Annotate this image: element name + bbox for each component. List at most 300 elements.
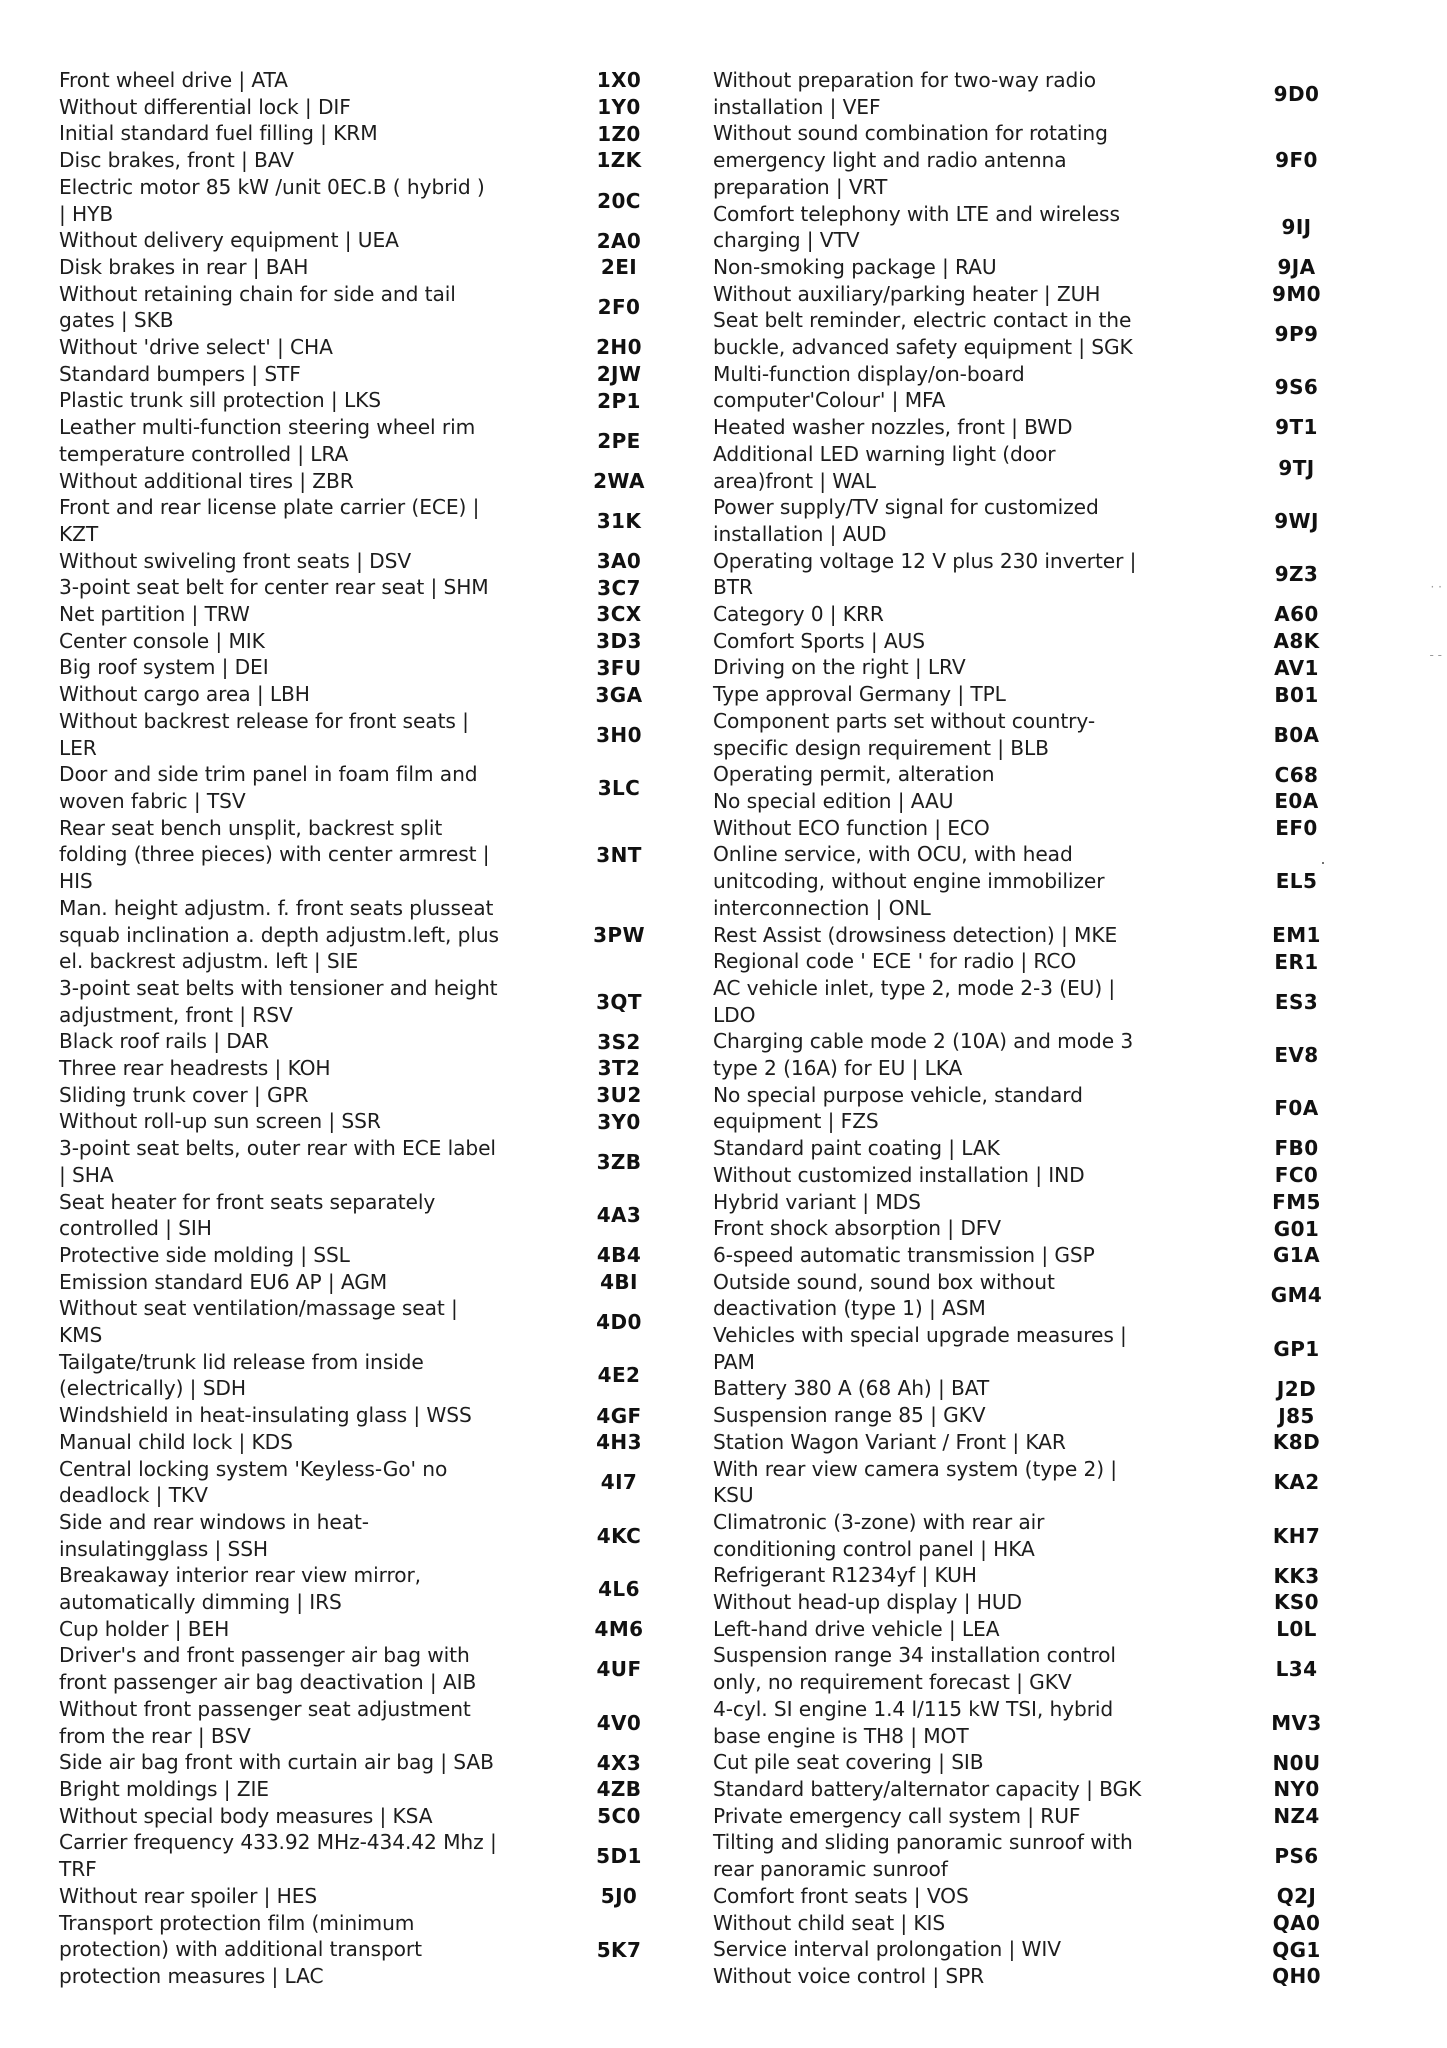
option-code: 9S6 [1274, 375, 1319, 400]
option-description: Driving on the right | LRV [713, 655, 966, 680]
option-code: 5K7 [596, 1937, 642, 1962]
option-description: Without rear spoiler | HES [59, 1883, 318, 1908]
right-option-row [713, 1642, 1345, 1695]
left-option-row [59, 67, 679, 94]
right-option-row [713, 1429, 1345, 1456]
left-option-row [59, 1456, 679, 1509]
option-code: 4D0 [596, 1310, 642, 1335]
option-code: ES3 [1274, 989, 1319, 1014]
option-description: Breakaway interior rear view mirror, automatically dimming | IRS [59, 1563, 421, 1615]
option-code: 3H0 [596, 722, 642, 747]
option-description: With rear view camera system (type 2) | KSU [713, 1456, 1117, 1508]
left-option-row [59, 761, 679, 814]
left-option-row [59, 708, 679, 761]
option-code: 3D3 [596, 629, 642, 654]
option-description: Comfort Sports | AUS [713, 628, 925, 653]
option-description: Without auxiliary/parking heater | ZUH [713, 281, 1101, 306]
option-description: Without child seat | KIS [713, 1910, 946, 1935]
option-code: ER1 [1274, 949, 1319, 974]
option-code: 4B4 [596, 1243, 642, 1268]
option-code: 1X0 [596, 68, 642, 93]
option-code: EL5 [1275, 869, 1318, 894]
option-code: F0A [1274, 1096, 1319, 1121]
option-description: Heated washer nozzles, front | BWD [713, 415, 1073, 440]
option-code: 1Y0 [597, 95, 641, 120]
option-code: B0A [1273, 722, 1320, 747]
option-code: KK3 [1273, 1563, 1320, 1588]
right-option-row [713, 1028, 1345, 1081]
option-description: Rest Assist (drowsiness detection) | MKE [713, 922, 1118, 947]
option-code: 2F0 [597, 295, 641, 320]
option-code: 4E2 [597, 1363, 641, 1388]
option-description: 3-point seat belts, outer rear with ECE label | SHA [59, 1136, 496, 1187]
option-description: Driver's and front passenger air bag with front passenger air bag deactivation | AIB [59, 1643, 477, 1695]
left-option-row [59, 334, 679, 361]
option-description: Carrier frequency 433.92 MHz-434.42 Mhz | TRF [59, 1830, 497, 1882]
option-code: GP1 [1273, 1336, 1320, 1361]
right-option-row [713, 120, 1345, 200]
right-option-row [713, 1829, 1345, 1882]
left-option-row [59, 120, 679, 147]
option-description: Without backrest release for front seats | LER [59, 708, 469, 760]
option-description: Cup holder | BEH [59, 1616, 230, 1641]
right-option-row [713, 761, 1345, 788]
right-option-row [713, 201, 1345, 254]
option-description: Regional code ' ECE ' for radio | RCO [713, 949, 1077, 974]
option-description: Side and rear windows in heat- insulatingglass | SSH [59, 1509, 369, 1561]
option-code: 3Y0 [597, 1109, 641, 1134]
option-code: 3FU [596, 655, 642, 680]
option-description: Category 0 | KRR [713, 602, 884, 627]
right-option-row [713, 948, 1345, 975]
option-code: AV1 [1274, 655, 1319, 680]
option-description: Initial standard fuel filling | KRM [59, 121, 378, 146]
right-option-row [713, 1242, 1345, 1269]
left-option-row [59, 254, 679, 281]
option-code: 9T1 [1275, 415, 1318, 440]
right-option-row [713, 1776, 1345, 1803]
option-description: Standard bumpers | STF [59, 361, 301, 386]
option-code: 4GF [596, 1403, 642, 1428]
option-code: 4BI [600, 1269, 638, 1294]
left-option-row [59, 1429, 679, 1456]
left-option-row [59, 681, 679, 708]
option-description: Without additional tires | ZBR [59, 468, 354, 493]
option-code: 5D1 [596, 1844, 642, 1869]
right-option-row [713, 1082, 1345, 1135]
option-code: QA0 [1272, 1910, 1321, 1935]
option-description: Disk brakes in rear | BAH [59, 254, 309, 279]
option-description: Standard battery/alternator capacity | BGK [713, 1777, 1142, 1801]
right-option-row [713, 922, 1345, 949]
right-option-row [713, 841, 1345, 921]
option-code: E0A [1274, 789, 1319, 814]
option-description: Leather multi-function steering wheel rim temperature controlled | LRA [59, 415, 476, 466]
left-option-row [59, 1616, 679, 1643]
right-option-row [713, 1322, 1345, 1375]
option-code: L0L [1276, 1617, 1317, 1642]
left-column [59, 67, 679, 1990]
option-description: Comfort front seats | VOS [713, 1883, 969, 1908]
option-description: Operating permit, alteration [713, 762, 995, 787]
option-code: MV3 [1271, 1710, 1322, 1735]
right-option-row [713, 1456, 1345, 1509]
option-code: A60 [1274, 602, 1319, 627]
option-code: PS6 [1274, 1844, 1319, 1869]
option-code: 9M0 [1272, 281, 1321, 306]
option-description: Front wheel drive | ATA [59, 68, 288, 92]
left-option-row [59, 1749, 679, 1776]
option-code: 3S2 [597, 1029, 641, 1054]
option-description: Vehicles with special upgrade measures | PAM [713, 1323, 1127, 1374]
option-description: Outside sound, sound box without deactivation (type 1) | ASM [713, 1269, 1055, 1321]
option-code: Q2J [1276, 1884, 1317, 1909]
option-description: Center console | MIK [59, 628, 265, 653]
option-description: Manual child lock | KDS [59, 1429, 293, 1454]
option-description: No special purpose vehicle, standard equipment | FZS [713, 1082, 1083, 1134]
option-code: G01 [1273, 1216, 1320, 1241]
right-option-row [713, 788, 1345, 815]
left-option-row [59, 1269, 679, 1296]
option-code: EM1 [1272, 922, 1321, 947]
option-description: Net partition | TRW [59, 602, 250, 627]
right-option-row [713, 307, 1345, 360]
right-option-row [713, 1509, 1345, 1562]
option-description: Without swiveling front seats | DSV [59, 548, 412, 573]
right-option-row [713, 1562, 1345, 1589]
option-code: 4UF [596, 1657, 642, 1682]
option-description: Tilting and sliding panoramic sunroof with rear panoramic sunroof [713, 1830, 1133, 1882]
option-code: FM5 [1272, 1189, 1321, 1214]
option-description: Cut pile seat covering | SIB [713, 1750, 984, 1775]
option-description: AC vehicle inlet, type 2, mode 2-3 (EU) | LDO [713, 975, 1116, 1027]
left-option-row [59, 1803, 679, 1830]
option-code: 3CX [596, 602, 642, 627]
option-code: 9TJ [1278, 455, 1315, 480]
option-description: Disc brakes, front | BAV [59, 148, 294, 173]
option-description: Without preparation for two-way radio installation | VEF [713, 68, 1096, 119]
option-code: 4A3 [596, 1203, 642, 1228]
option-code: 2H0 [596, 335, 642, 360]
option-code: 9Z3 [1274, 562, 1319, 587]
option-description: Without voice control | SPR [713, 1963, 985, 1988]
right-option-row [713, 361, 1345, 414]
option-code: A8K [1273, 629, 1320, 654]
option-description: Charging cable mode 2 (10A) and mode 3 type 2 (16A) for EU | LKA [713, 1029, 1134, 1081]
option-description: Big roof system | DEI [59, 655, 269, 680]
option-description: Power supply/TV signal for customized installation | AUD [713, 495, 1099, 546]
option-description: 6-speed automatic transmission | GSP [713, 1242, 1095, 1267]
option-description: 3-point seat belts with tensioner and height adjustment, front | RSV [59, 975, 498, 1027]
option-code: EF0 [1275, 816, 1318, 841]
edge-scan-mark: - - [1429, 648, 1442, 662]
right-option-row [713, 1375, 1345, 1402]
right-option-row [713, 1189, 1345, 1216]
left-option-row [59, 414, 679, 467]
option-description: Without differential lock | DIF [59, 94, 351, 119]
option-description: Without sound combination for rotating emergency light and radio antenna preparation | VRT [713, 121, 1108, 199]
option-description: Protective side molding | SSL [59, 1242, 350, 1267]
edge-scan-mark: · · [1430, 580, 1442, 594]
option-description: Sliding trunk cover | GPR [59, 1082, 309, 1107]
option-description: Standard paint coating | LAK [713, 1136, 1000, 1161]
right-option-row [713, 601, 1345, 628]
right-option-row [713, 1883, 1345, 1910]
option-description: Central locking system 'Keyless-Go' no deadlock | TKV [59, 1456, 448, 1508]
option-code: QG1 [1272, 1937, 1321, 1962]
option-description: Comfort telephony with LTE and wireless charging | VTV [713, 201, 1120, 253]
left-option-row [59, 1562, 679, 1615]
left-option-row [59, 468, 679, 495]
option-code: 4X3 [596, 1750, 642, 1775]
option-description: Seat belt reminder, electric contact in the buckle, advanced safety equipment | SGK [713, 308, 1133, 360]
option-description: Black roof rails | DAR [59, 1029, 269, 1054]
option-code: N0U [1272, 1750, 1321, 1775]
right-option-row [713, 1696, 1345, 1749]
right-option-row [713, 1749, 1345, 1776]
option-code: 3U2 [596, 1083, 642, 1108]
option-description: Without 'drive select' | CHA [59, 335, 333, 360]
option-description: Without cargo area | LBH [59, 682, 310, 707]
option-code: 5C0 [597, 1804, 641, 1829]
left-option-row [59, 1642, 679, 1695]
option-code: 4H3 [596, 1430, 642, 1455]
option-code: 3NT [596, 842, 642, 867]
right-option-row [713, 548, 1345, 601]
right-option-row [713, 1589, 1345, 1616]
right-option-row [713, 281, 1345, 308]
option-description: Transport protection film (minimum protection) with additional transport protection measures | LAC [59, 1910, 422, 1988]
option-description: Climatronic (3-zone) with rear air conditioning control panel | HKA [713, 1509, 1045, 1561]
option-description: Without delivery equipment | UEA [59, 228, 399, 253]
option-code: QH0 [1272, 1964, 1321, 1989]
option-description: Front shock absorption | DFV [713, 1216, 1001, 1241]
left-option-row [59, 574, 679, 601]
option-description: Suspension range 34 installation control only, no requirement forecast | GKV [713, 1643, 1116, 1695]
option-code: 2A0 [596, 228, 642, 253]
option-code: 2PE [597, 428, 641, 453]
option-description: No special edition | AAU [713, 788, 954, 813]
option-code: 4L6 [598, 1577, 640, 1602]
option-description: Three rear headrests | KOH [59, 1056, 331, 1081]
left-option-row [59, 1189, 679, 1242]
option-code: 2EI [600, 255, 638, 280]
option-description: 3-point seat belt for center rear seat | SHM [59, 575, 489, 600]
right-option-row [713, 1803, 1345, 1830]
left-option-row [59, 1696, 679, 1749]
option-description: Hybrid variant | MDS [713, 1189, 921, 1214]
option-description: Without roll-up sun screen | SSR [59, 1109, 381, 1134]
right-option-row [713, 815, 1345, 842]
right-option-row [713, 1910, 1345, 1937]
left-option-row [59, 1082, 679, 1109]
right-option-row [713, 975, 1345, 1028]
option-code: J2D [1276, 1376, 1317, 1401]
option-code: 4M6 [594, 1617, 644, 1642]
right-option-row [713, 67, 1345, 120]
option-code: 3T2 [597, 1056, 641, 1081]
left-option-row [59, 1108, 679, 1135]
option-code: EV8 [1274, 1043, 1319, 1068]
option-description: Private emergency call system | RUF [713, 1803, 1081, 1828]
option-description: Component parts set without country- specific design requirement | BLB [713, 708, 1096, 760]
right-column [713, 67, 1345, 1990]
option-description: Additional LED warning light (door area)front | WAL [713, 441, 1056, 493]
left-option-row [59, 1242, 679, 1269]
right-option-row [713, 654, 1345, 681]
option-code: NZ4 [1273, 1804, 1320, 1829]
right-option-row [713, 1402, 1345, 1429]
option-code: FC0 [1274, 1163, 1319, 1188]
left-option-row [59, 1349, 679, 1402]
right-option-row [713, 1215, 1345, 1242]
option-description: Suspension range 85 | GKV [713, 1403, 986, 1428]
option-code: 9WJ [1274, 508, 1319, 533]
left-option-row [59, 174, 679, 227]
left-option-row [59, 361, 679, 388]
option-code: 9P9 [1274, 322, 1319, 347]
option-description: Without ECO function | ECO [713, 815, 990, 840]
option-code: 9JA [1277, 255, 1316, 280]
option-code: 3A0 [596, 549, 642, 573]
option-description: Side air bag front with curtain air bag | SAB [59, 1750, 494, 1775]
option-description: Windshield in heat-insulating glass | WSS [59, 1403, 472, 1428]
right-option-row [713, 1162, 1345, 1189]
left-option-row [59, 815, 679, 895]
scan-dot [1322, 862, 1324, 864]
option-code: 3QT [596, 989, 642, 1014]
right-option-row [713, 628, 1345, 655]
left-option-row [59, 1402, 679, 1429]
option-description: Seat heater for front seats separately controlled | SIH [59, 1189, 436, 1241]
option-code: 3PW [593, 922, 645, 947]
left-option-row [59, 1028, 679, 1055]
option-description: Bright moldings | ZIE [59, 1777, 269, 1801]
option-code: 3C7 [597, 575, 641, 600]
option-code: L34 [1275, 1657, 1318, 1682]
option-description: Operating voltage 12 V plus 230 inverter | BTR [713, 548, 1137, 600]
option-code: KA2 [1273, 1470, 1320, 1495]
option-code: KS0 [1273, 1590, 1320, 1615]
right-option-row [713, 1135, 1345, 1162]
option-code: 2P1 [597, 388, 641, 413]
left-option-row [59, 895, 679, 975]
option-code: 5J0 [600, 1884, 638, 1909]
right-option-row [713, 414, 1345, 441]
option-description: Left-hand drive vehicle | LEA [713, 1616, 1000, 1641]
right-option-row [713, 1936, 1345, 1963]
option-code: 1ZK [596, 148, 642, 173]
option-code: 31K [596, 508, 642, 533]
option-code: B01 [1274, 682, 1319, 707]
option-description: Tailgate/trunk lid release from inside (electrically) | SDH [59, 1349, 424, 1401]
option-description: Battery 380 A (68 Ah) | BAT [713, 1376, 990, 1401]
option-description: Electric motor 85 kW /unit 0EC.B ( hybrid ) | HYB [59, 174, 485, 226]
option-description: Non-smoking package | RAU [713, 254, 997, 279]
option-description: Without seat ventilation/massage seat | KMS [59, 1296, 458, 1348]
option-description: Online service, with OCU, with head unitcoding, without engine immobilizer interconnection | ONL [713, 842, 1105, 920]
option-description: Without retaining chain for side and tail gates | SKB [59, 281, 456, 333]
option-code: 4KC [596, 1523, 642, 1548]
option-code: FB0 [1274, 1136, 1319, 1161]
left-option-row [59, 1509, 679, 1562]
option-code: GM4 [1270, 1283, 1323, 1308]
option-code: 2JW [596, 362, 642, 387]
option-description: Refrigerant R1234yf | KUH [713, 1563, 977, 1588]
left-option-row [59, 1883, 679, 1910]
option-description: Emission standard EU6 AP | AGM [59, 1269, 388, 1294]
left-option-row [59, 654, 679, 681]
option-code: K8D [1272, 1430, 1321, 1455]
option-description: Multi-function display/on-board computer'Colour' | MFA [713, 361, 1025, 413]
option-code: 1Z0 [597, 121, 641, 146]
left-option-row [59, 1776, 679, 1803]
option-code: 9IJ [1281, 215, 1312, 240]
left-option-row [59, 548, 679, 575]
option-description: Plastic trunk sill protection | LKS [59, 388, 381, 413]
option-description: Man. height adjustm. f. front seats plusseat squab inclination a. depth adjustm.left, plus el. backrest adjustm. left | SIE [59, 895, 499, 974]
left-option-row [59, 1135, 679, 1188]
left-option-row [59, 1295, 679, 1348]
option-code: 2WA [593, 468, 645, 493]
right-option-row [713, 1616, 1345, 1643]
left-option-row [59, 1055, 679, 1082]
option-description: Type approval Germany | TPL [713, 682, 1006, 707]
option-code: G1A [1272, 1243, 1320, 1268]
left-option-row [59, 94, 679, 121]
option-code: J85 [1278, 1403, 1315, 1428]
left-option-row [59, 628, 679, 655]
option-code: 4ZB [596, 1777, 642, 1802]
option-code: KH7 [1272, 1523, 1321, 1548]
left-option-row [59, 494, 679, 547]
option-code: 4V0 [596, 1710, 642, 1735]
option-description: Without head-up display | HUD [713, 1590, 1022, 1615]
left-option-row [59, 1910, 679, 1990]
right-option-row [713, 254, 1345, 281]
option-description: Without front passenger seat adjustment from the rear | BSV [59, 1696, 471, 1748]
right-option-row [713, 441, 1345, 494]
option-description: Rear seat bench unsplit, backrest split folding (three pieces) with center armrest | HIS [59, 815, 490, 894]
option-description: Front and rear license plate carrier (ECE) | KZT [59, 495, 480, 546]
option-description: Without special body measures | KSA [59, 1803, 433, 1828]
option-code: C68 [1274, 762, 1319, 787]
option-code: 3GA [595, 682, 643, 707]
option-code: 20C [597, 188, 641, 213]
left-option-row [59, 147, 679, 174]
left-option-row [59, 281, 679, 334]
left-option-row [59, 1829, 679, 1882]
option-code: 3ZB [596, 1149, 642, 1174]
left-option-row [59, 601, 679, 628]
option-description: Service interval prolongation | WIV [713, 1937, 1061, 1962]
right-option-row [713, 1963, 1345, 1990]
option-code: 9D0 [1273, 81, 1320, 106]
option-code: 9F0 [1275, 148, 1318, 173]
option-description: Without customized installation | IND [713, 1162, 1085, 1187]
option-description: Station Wagon Variant / Front | KAR [713, 1429, 1066, 1454]
left-option-row [59, 387, 679, 414]
option-code: 3LC [597, 775, 641, 800]
right-option-row [713, 1269, 1345, 1322]
left-option-row [59, 227, 679, 254]
option-description: Door and side trim panel in foam film and woven fabric | TSV [59, 762, 478, 813]
option-description: 4-cyl. SI engine 1.4 l/115 kW TSI, hybrid base engine is TH8 | MOT [713, 1696, 1114, 1748]
right-option-row [713, 708, 1345, 761]
right-option-row [713, 681, 1345, 708]
left-option-row [59, 975, 679, 1028]
option-code: 4I7 [600, 1470, 638, 1495]
